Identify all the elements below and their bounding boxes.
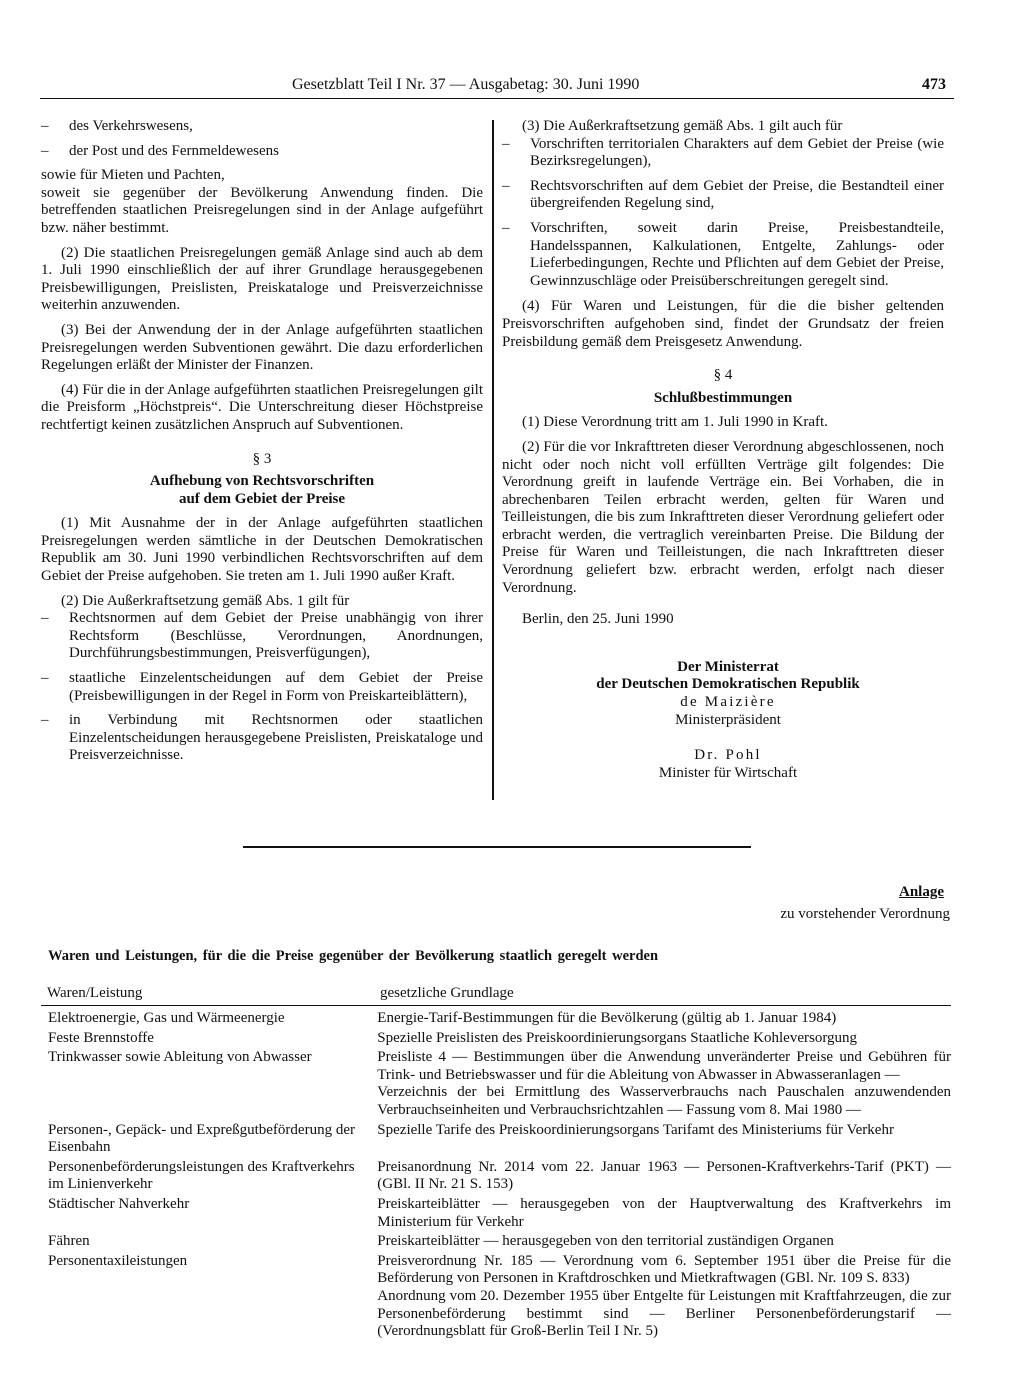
cell-ware: Trinkwasser sowie Ableitung von Abwasser	[48, 1049, 312, 1066]
table-row	[41, 1030, 951, 1048]
cell-grundlage	[377, 1253, 951, 1341]
header-title: Gesetzblatt Teil I Nr. 37 — Ausgabetag: 30. Juni 1990	[292, 76, 640, 93]
signature-body: Der Ministerrat	[677, 658, 779, 675]
left-column	[41, 118, 483, 772]
table-caption: Waren und Leistungen, für die die Preise gegenüber der Bevölkerung staatlich geregelt werden	[48, 948, 659, 964]
paragraph: (3) Die Außerkraftsetzung gemäß Abs. 1 gilt auch für	[522, 118, 843, 134]
paragraph: (4) Für Waren und Leistungen, für die die bisher geltenden Preisvorschriften aufgehoben sind, findet der Grundsatz der freien Preisbildung gemäß dem Preisgesetz Anwendung.	[502, 298, 944, 350]
signature-role: Ministerpräsident	[675, 711, 781, 728]
cell-grundlage	[377, 1122, 951, 1157]
grundlage-text: Spezielle Tarife des Preiskoordinierungsorgans Tarifamt des Ministeriums für Verkehr	[377, 1121, 894, 1138]
table-row	[41, 1233, 951, 1251]
table-row	[41, 1049, 951, 1119]
list-item: – in Verbindung mit Rechtsnormen oder staatlichen Einzelentscheidungen herausgegebene Preislisten, Preiskataloge und Preisverzeichnisse.	[41, 712, 483, 765]
list-item: – staatliche Einzelentscheidungen auf dem Gebiet der Preise (Preisbewilligungen in der Regel in Form von Preiskarteiblättern),	[41, 670, 483, 705]
table-row	[41, 1010, 951, 1028]
paragraph: (2) Die Außerkraftsetzung gemäß Abs. 1 gilt für	[61, 592, 350, 609]
cell-grundlage	[377, 1010, 951, 1028]
list-item: – des Verkehrswesens,	[41, 118, 483, 136]
anlage-title: Anlage	[899, 884, 944, 900]
grundlage-text: Preiskarteiblätter — herausgegeben von den territorial zuständigen Organen	[377, 1233, 834, 1250]
column-divider	[492, 120, 494, 800]
list-item: – Rechtsnormen auf dem Gebiet der Preise unabhängig von ihrer Rechtsform (Beschlüsse, Verordnungen, Anordnungen, Durchführungsbestimmungen, Preisverfügungen),	[41, 610, 483, 663]
grundlage-text: Anordnung vom 20. Dezember 1955 über Entgelte für Leistungen mit Kraftfahrzeugen, die zur Personenbeförderung bestimmt sind — Berliner Personenbeförderungstarif — (Verordnungsblatt für Groß-Berlin Teil I Nr. 5)	[377, 1287, 951, 1340]
grundlage-text: Preisverordnung Nr. 185 — Verordnung vom 6. September 1951 über die Preise für die Beförderung von Personen in Kraftdroschken und Mietkraftwagen (GBl. Nr. 109 S. 833)	[377, 1252, 951, 1287]
paragraph: (1) Mit Ausnahme der in der Anlage aufgeführten staatlichen Preisregelungen werden sämtliche in der Deutschen Demokratischen Republik am 30. Juni 1990 verbindlichen Rechtsvorschriften auf dem Gebiet der Preise aufgehoben. Sie treten am 1. Juli 1990 außer Kraft.	[41, 515, 483, 585]
cell-ware: Städtischer Nahverkehr	[48, 1195, 190, 1212]
paragraph: sowie für Mieten und Pachten,	[41, 167, 225, 184]
separator-line	[243, 846, 751, 848]
table-row	[41, 1159, 951, 1194]
paragraph: (2) Für die vor Inkrafttreten dieser Verordnung abgeschlossenen, noch nicht oder noch nicht voll erfüllten Verträge gilt folgendes: Die Verordnung greift in laufende Verträge ein. Bei Vorhaben, die in abrechenbaren Teilen erbracht werden, gelten für Waren und Teilleistungen, die bis zum Inkrafttreten dieser Verordnung geliefert oder erbracht werden, die vertraglich vereinbarten Preise. Die Bildung der Preise für Waren und Teilleistungen, die nach Inkrafttreten dieser Verordnung geliefert bzw. erbracht werden, erfolgt nach dieser Verordnung.	[502, 438, 944, 596]
table-row	[41, 1253, 951, 1341]
grundlage-text: Preisliste 4 — Bestimmungen über die Anwendung unveränderter Preise und Gebühren für Trink- und Betriebswasser und für die Ableitung von Abwasser in Abwasseranlagen —	[377, 1049, 951, 1083]
table-row	[41, 1122, 951, 1157]
signature-role: Minister für Wirtschaft	[658, 764, 798, 781]
cell-grundlage	[377, 1159, 951, 1194]
cell-grundlage	[377, 1196, 951, 1231]
signature-name: Dr. Pohl	[694, 747, 762, 764]
table-body	[41, 1010, 951, 1343]
paragraph: (2) Die staatlichen Preisregelungen gemäß Anlage sind auch ab dem 1. Juli 1990 einschließlich der auf ihrer Grundlage herausgegebenen Preisbewilligungen, Preislisten, Preiskataloge und Preisverzeichnisse weiterhin anzuwenden.	[41, 244, 483, 314]
cell-ware: Fähren	[48, 1233, 90, 1250]
list-item: – Rechtsvorschriften auf dem Gebiet der Preise, die Bestandteil einer übergreifenden Regelung sind,	[502, 178, 944, 213]
right-column	[502, 118, 944, 782]
page-header	[40, 76, 954, 99]
list-item: – Vorschriften, soweit darin Preise, Preisbestandteile, Handelsspannen, Kalkulationen, Entgelte, Zahlungs- oder Lieferbedingungen, Rechte und Pflichten auf dem Gebiet der Preise, Gewinnzuschläge oder Preisüberschreitungen geregelt sind.	[502, 220, 944, 290]
section-title: auf dem Gebiet der Preise	[178, 490, 346, 507]
section-title: Schlußbestimmungen	[653, 389, 793, 406]
section-number: § 3	[252, 450, 272, 467]
cell-ware: Feste Brennstoffe	[48, 1029, 154, 1046]
cell-grundlage	[377, 1030, 951, 1048]
anlage-subtitle: zu vorstehender Verordnung	[780, 906, 950, 922]
grundlage-text: Spezielle Preislisten des Preiskoordinierungsorgans Staatliche Kohleversorgung	[377, 1029, 858, 1046]
section-number: § 4	[713, 367, 733, 384]
cell-ware: Personenbeförderungsleistungen des Kraftverkehrs im Linienverkehr	[48, 1158, 355, 1193]
table-row	[41, 1196, 951, 1231]
column-header: gesetzliche Grundlage	[380, 985, 514, 1001]
paragraph: (3) Bei der Anwendung der in der Anlage aufgeführten staatlichen Preisregelungen werden Subventionen gewährt. Die dazu erforderlichen Regelungen erläßt der Minister der Finanzen.	[41, 321, 483, 374]
section-title: Aufhebung von Rechtsvorschriften	[149, 473, 375, 490]
signature-body: der Deutschen Demokratischen Republik	[596, 676, 860, 693]
grundlage-text: Preiskarteiblätter — herausgegeben von der Hauptverwaltung des Kraftverkehrs im Ministerium für Verkehr	[377, 1195, 951, 1230]
column-header: Waren/Leistung	[47, 985, 143, 1001]
paragraph: (4) Für die in der Anlage aufgeführten staatlichen Preisregelungen gilt die Preisform „Höchstpreis“. Die Unterschreitung dieser Höchstpreise rechtfertigt keinen zusätzlichen Anspruch auf Subventionen.	[41, 381, 483, 433]
table-header	[41, 985, 951, 1006]
page-number: 473	[922, 76, 946, 93]
cell-grundlage	[377, 1049, 951, 1119]
place-date: Berlin, den 25. Juni 1990	[522, 611, 674, 628]
signature-name: de Maizière	[680, 694, 776, 711]
grundlage-text: Verzeichnis der bei Ermittlung des Wasserverbrauchs nach Pauschalen anzuwendenden Verbrauchseinheiten und Verbrauchsrichtzahlen — Fassung vom 8. Mai 1980 —	[377, 1084, 951, 1118]
cell-ware: Personentaxileistungen	[48, 1252, 188, 1269]
grundlage-text: Preisanordnung Nr. 2014 vom 22. Januar 1963 — Personen-Kraftverkehrs-Tarif (PKT) — (GBl. II Nr. 21 S. 153)	[377, 1158, 951, 1193]
paragraph: soweit sie gegenüber der Bevölkerung Anwendung finden. Die betreffenden staatlichen Preisregelungen sind in der Anlage aufgeführt bzw. näher bestimmt.	[41, 184, 483, 236]
cell-ware: Elektroenergie, Gas und Wärmeenergie	[48, 1010, 285, 1026]
list-item: – der Post und des Fernmeldewesens	[41, 143, 483, 161]
cell-ware: Personen-, Gepäck- und Expreßgutbeförderung der Eisenbahn	[48, 1121, 355, 1156]
cell-grundlage	[377, 1233, 951, 1251]
grundlage-text: Energie-Tarif-Bestimmungen für die Bevölkerung (gültig ab 1. Januar 1984)	[377, 1010, 837, 1026]
paragraph: (1) Diese Verordnung tritt am 1. Juli 1990 in Kraft.	[522, 414, 828, 431]
list-item: – Vorschriften territorialen Charakters auf dem Gebiet der Preise (wie Bezirksregelungen),	[502, 136, 944, 171]
